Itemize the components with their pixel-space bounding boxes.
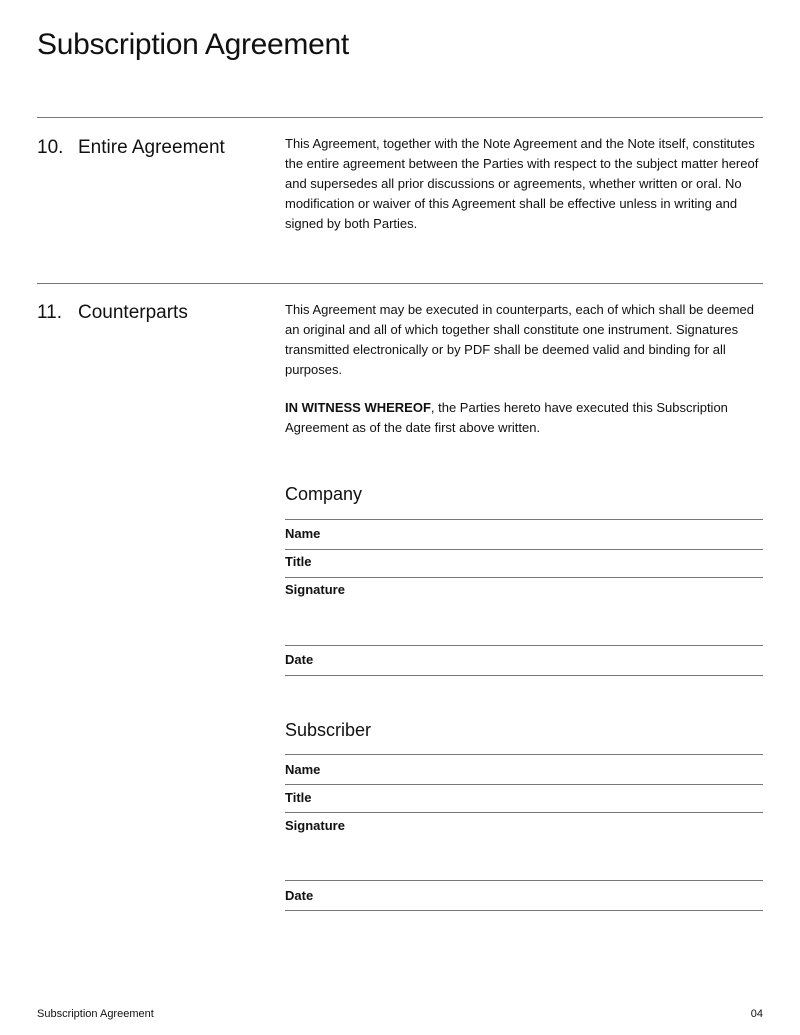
party-heading: Company bbox=[285, 484, 363, 504]
page-number: 04 bbox=[750, 1008, 763, 1020]
section-body: This Agreement, together with the Note Agreement and the Note itself, constitutes the entire agreement between the Parties with respect to the subject matter hereof and supersedes all prior discussions or agreements, whether written or oral. No modification or waiver of this Agreement shall be effective unless in writing and signed by both Parties. bbox=[285, 136, 759, 231]
section-heading: Entire Agreement bbox=[78, 137, 225, 158]
field-label: Signature bbox=[285, 818, 345, 833]
signature-line bbox=[285, 754, 763, 755]
section-number: 10. bbox=[37, 137, 64, 158]
witness-bold: IN WITNESS WHEREOF bbox=[285, 400, 431, 415]
witness-clause bbox=[285, 398, 765, 438]
field-label: Title bbox=[285, 790, 312, 805]
signature-line bbox=[285, 812, 763, 813]
section-number: 11. bbox=[37, 302, 63, 323]
divider bbox=[37, 117, 763, 118]
section-heading: Counterparts bbox=[78, 302, 188, 323]
signature-line bbox=[285, 519, 763, 520]
divider bbox=[37, 283, 763, 284]
witness-text: , the Parties hereto have executed this Subscription Agreement as of the date first above written. bbox=[285, 400, 728, 435]
field-label: Name bbox=[285, 526, 321, 541]
field-label: Signature bbox=[285, 582, 345, 597]
signature-line bbox=[285, 784, 763, 785]
signature-line bbox=[285, 645, 763, 646]
field-label: Title bbox=[285, 554, 312, 569]
party-heading: Subscriber bbox=[285, 720, 372, 740]
signature-line bbox=[285, 880, 763, 881]
field-label: Date bbox=[285, 888, 314, 903]
footer-title: Subscription Agreement bbox=[37, 1008, 154, 1020]
field-label: Name bbox=[285, 762, 321, 777]
signature-line bbox=[285, 549, 763, 550]
signature-line bbox=[285, 577, 763, 578]
signature-line bbox=[285, 910, 763, 911]
signature-line bbox=[285, 675, 763, 676]
page-title: Subscription Agreement bbox=[37, 28, 349, 61]
field-label: Date bbox=[285, 652, 314, 667]
section-body: This Agreement may be executed in counterparts, each of which shall be deemed an original and all of which together shall constitute one instrument. Signatures transmitted electronically or by PDF shall be deemed valid and binding for all purposes. bbox=[285, 302, 754, 377]
